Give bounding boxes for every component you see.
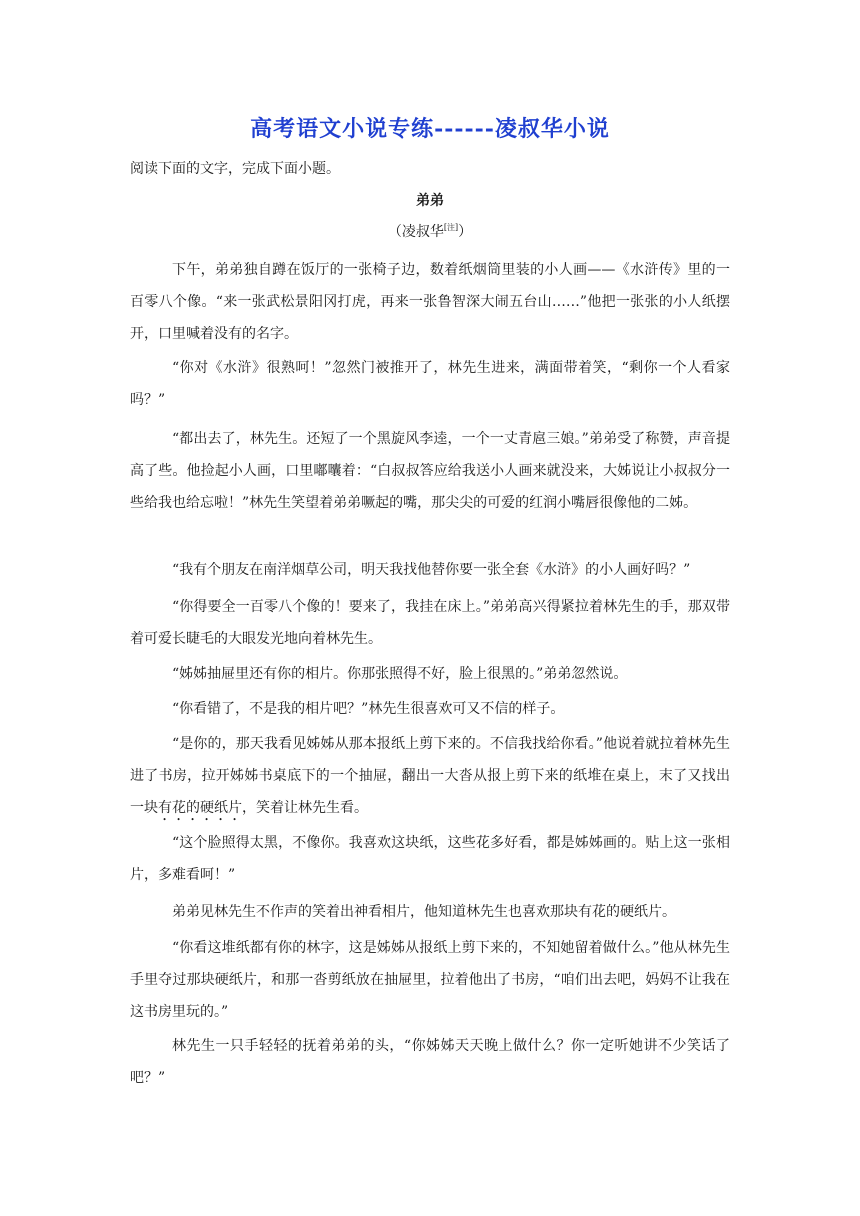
instruction-text: 阅读下面的文字，完成下面小题。 xyxy=(130,161,340,177)
paragraph-3: “都出去了，林先生。还短了一个黑旋风李逵，一个一丈青扈三娘。”弟弟受了称赞，声音提高了些。他捡起小人画，口里嘟囔着：“白叔叔答应给我送小人画来就没来，大姊说让小叔叔分一些给我也给忘啦！”林先生笑望着弟弟噘起的嘴，那尖尖的可爱的红润小嘴唇很像他的二姊。 xyxy=(130,431,730,511)
paragraph-10: 弟弟见林先生不作声的笑着出神看相片，他知道林先生也喜欢那块有花的硬纸片。 xyxy=(172,904,676,920)
paragraph-8-tail: ，笑着让林先生看。 xyxy=(242,800,368,816)
emphasized-phrase: 有花的硬纸片 xyxy=(158,800,242,816)
author-line xyxy=(0,221,860,241)
paragraph-1: 下午，弟弟独自蹲在饭厅的一张椅子边，数着纸烟筒里装的小人画——《水浒传》里的一百零八个像。“来一张武松景阳冈打虎，再来一张鲁智深大闹五台山……”他把一张张的小人纸摆开，口里喊着没有的名字。 xyxy=(130,262,730,342)
author-close: ） xyxy=(458,224,473,240)
paragraph-8 xyxy=(130,728,730,824)
paragraph-5: “你得要全一百零八个像的！要来了，我挂在床上。”弟弟高兴得紧拉着林先生的手，那双带着可爱长睫毛的大眼发光地向着林先生。 xyxy=(130,599,730,647)
paragraph-8-text: “是你的，那天我看见姊姊从那本报纸上剪下来的。不信我找给你看。”他说着就拉着林先生进了书房，拉开姊姊书桌底下的一个抽屉，翻出一大沓从报上剪下来的纸堆在桌上，末了又找出一块 xyxy=(130,736,730,816)
paragraph-6: “姊姊抽屉里还有你的相片。你那张照得不好，脸上很黑的。”弟弟忽然说。 xyxy=(172,666,628,682)
author-name: （凌叔华 xyxy=(387,224,444,240)
paragraph-11: “你看这堆纸都有你的林字，这是姊姊从报纸上剪下来的，不知她留着做什么。”他从林先生手里夺过那块硬纸片，和那一沓剪纸放在抽屉里，拉着他出了书房，“咱们出去吧，妈妈不让我在这书房里玩的。” xyxy=(130,940,730,1020)
document-title: 高考语文小说专练------凌叔华小说 xyxy=(250,116,610,142)
paragraph-2: “你对《水浒》很熟呵！”忽然门被推开了，林先生进来，满面带着笑，“剩你一个人看家吗？” xyxy=(130,360,730,408)
paragraph-7: “你看错了，不是我的相片吧？”林先生很喜欢可又不信的样子。 xyxy=(172,701,565,717)
paragraph-12: 林先生一只手轻轻的抚着弟弟的头，“你姊姊天天晚上做什么？你一定听她讲不少笑话了吧？” xyxy=(130,1038,730,1086)
paragraph-4: “我有个朋友在南洋烟草公司，明天我找他替你要一张全套《水浒》的小人画好吗？” xyxy=(172,562,691,578)
author-footnote-mark: [注] xyxy=(443,223,459,232)
paragraph-9: “这个脸照得太黑，不像你。我喜欢这块纸，这些花多好看，都是姊姊画的。贴上这一张相片，多难看呵！” xyxy=(130,835,730,883)
story-title: 弟弟 xyxy=(416,193,444,209)
